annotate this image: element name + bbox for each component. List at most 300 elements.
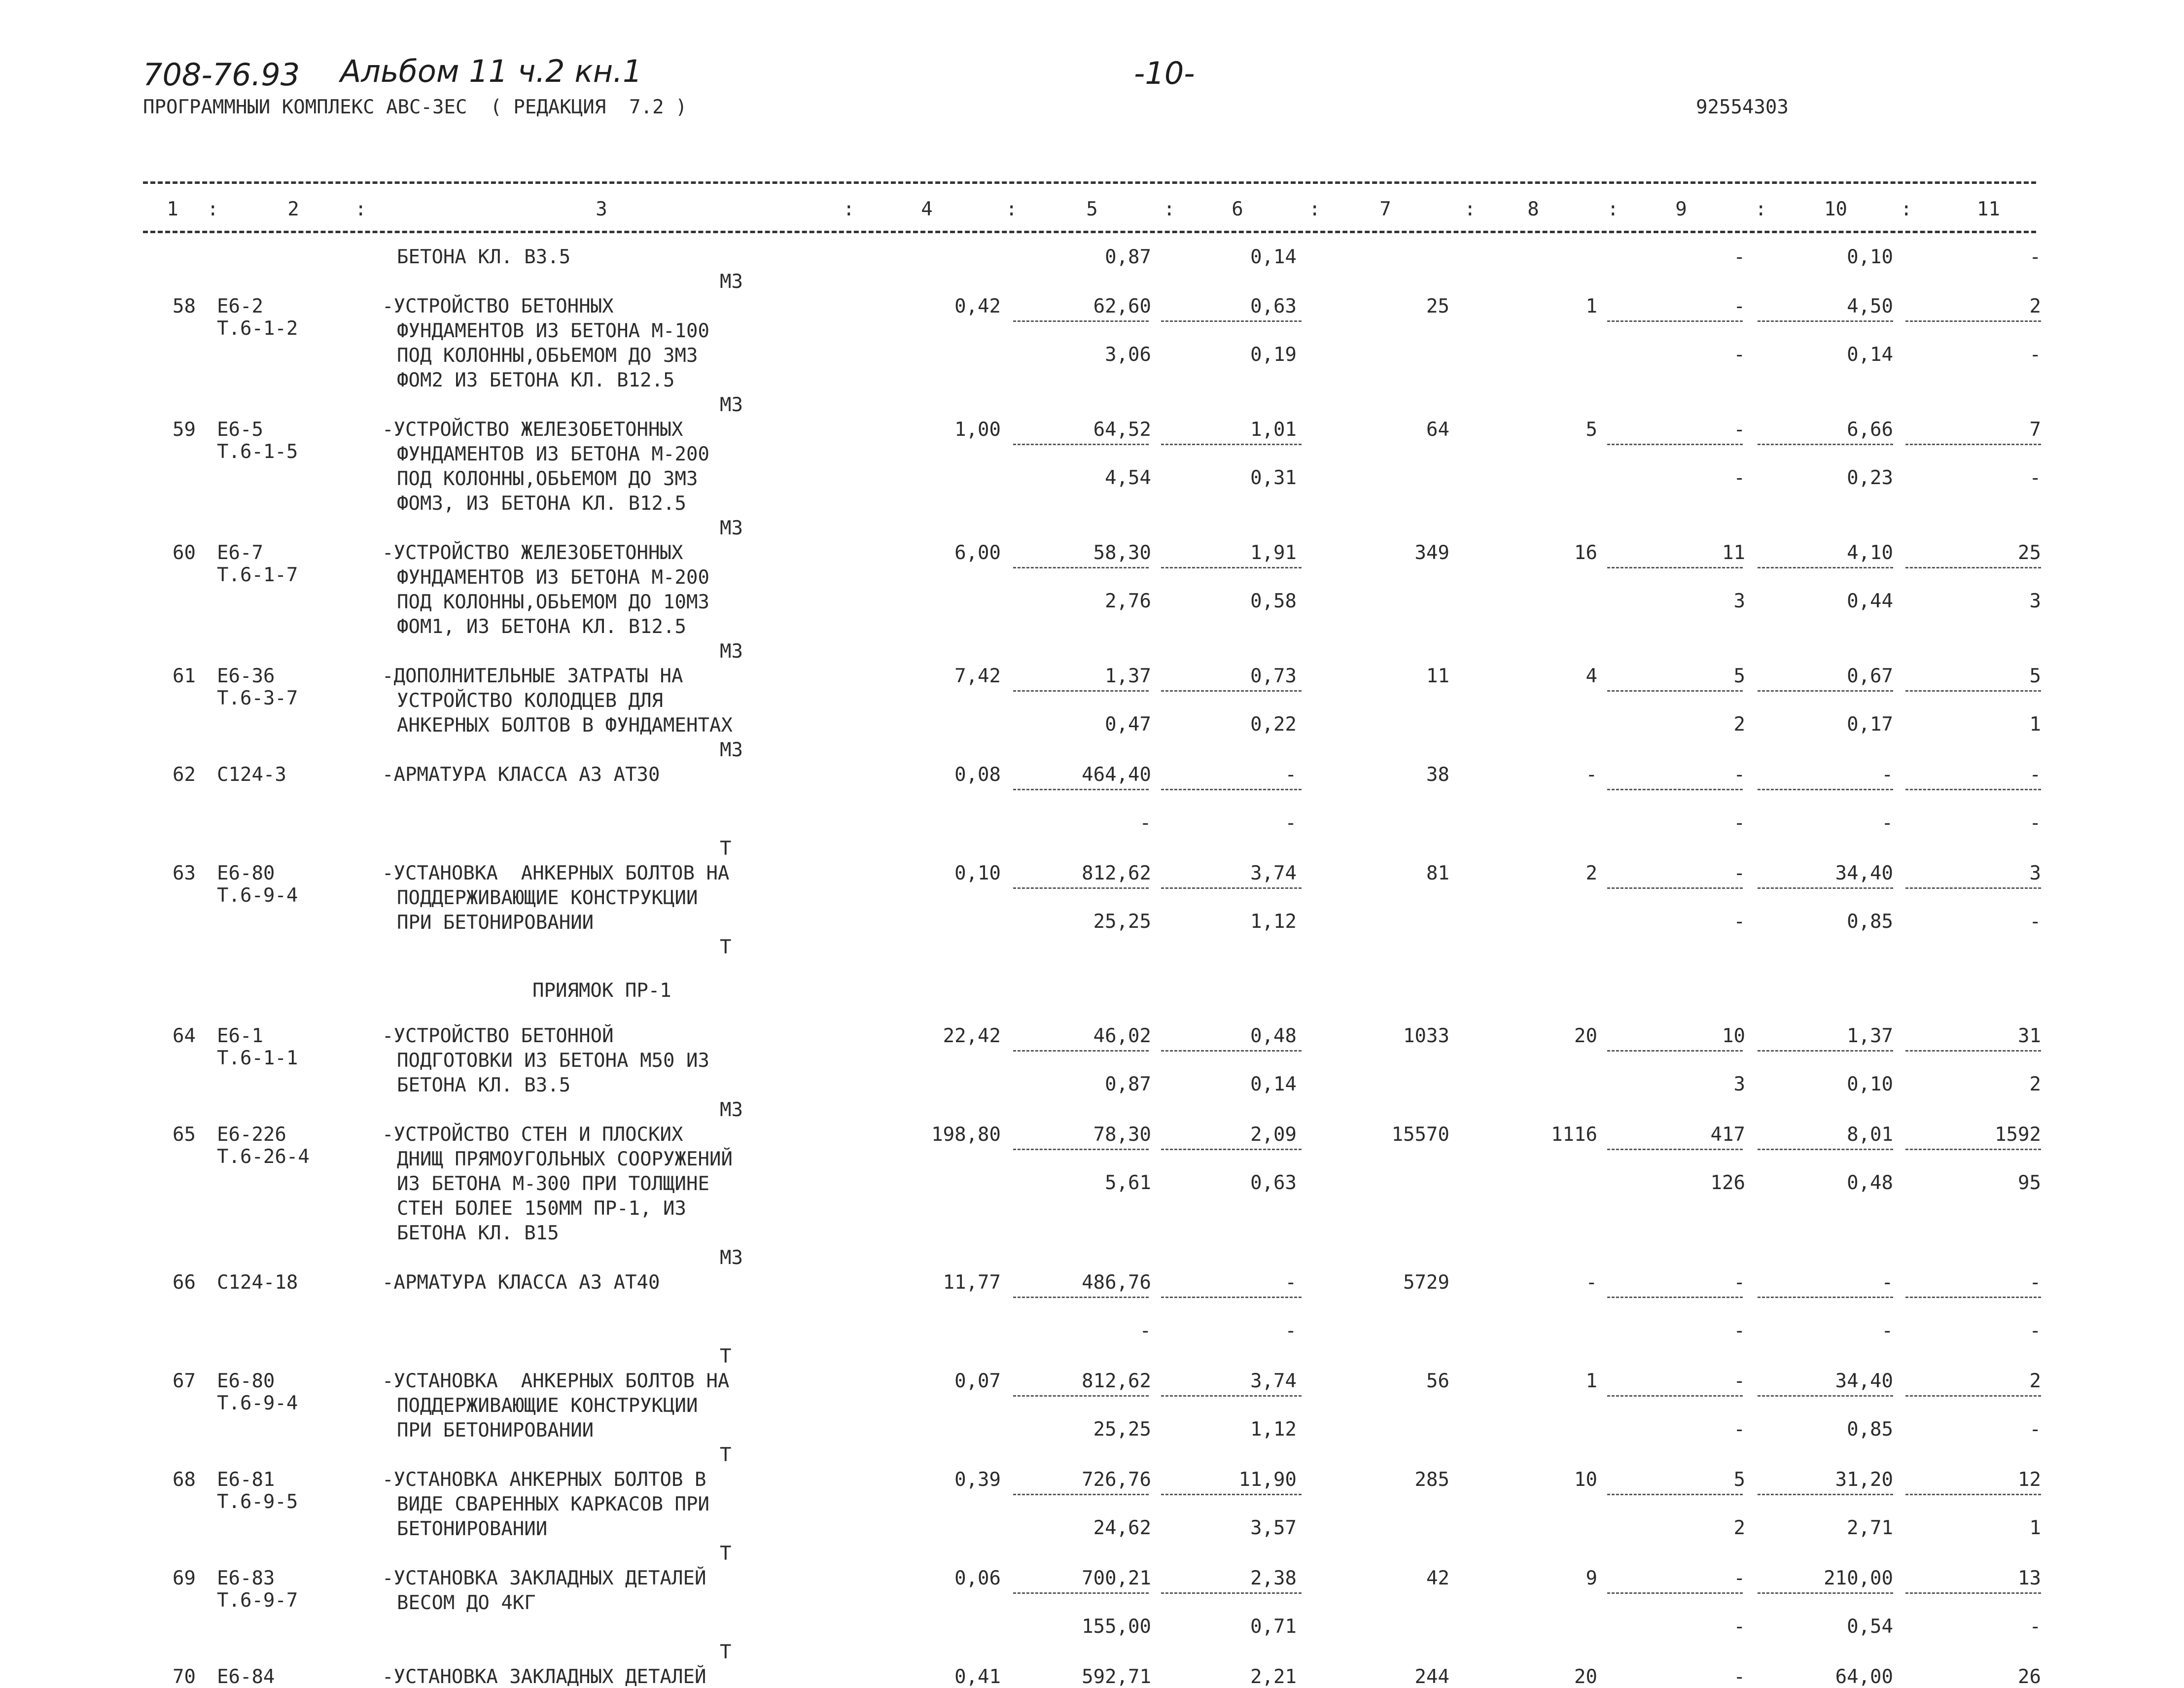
row-desc-line: ПРИ БЕТОНИРОВАНИИ bbox=[397, 1419, 594, 1442]
value-c9: - bbox=[1733, 1370, 1745, 1392]
value-c5b: 3,06 bbox=[1105, 344, 1151, 366]
row-unit: М3 bbox=[720, 739, 743, 761]
column-header-6: 6 bbox=[1232, 198, 1243, 220]
value-qty: 0,41 bbox=[954, 1666, 1001, 1688]
fraction-rule bbox=[1607, 1494, 1743, 1495]
section-title: ПРИЯМОК ПР-1 bbox=[532, 980, 671, 1002]
row-unit: М3 bbox=[720, 271, 743, 293]
fraction-rule bbox=[1161, 690, 1302, 692]
column-header-9: 9 bbox=[1675, 198, 1687, 220]
value-qty: 0,42 bbox=[954, 295, 1001, 317]
value-c5b: - bbox=[1139, 812, 1151, 834]
value-c7: 11 bbox=[1426, 665, 1449, 687]
fraction-rule bbox=[1013, 1395, 1149, 1397]
column-separator: : bbox=[1006, 198, 1018, 220]
row-desc-line: -АРМАТУРА КЛАССА А3 АТ40 bbox=[382, 1271, 660, 1294]
fraction-rule bbox=[1758, 1297, 1893, 1298]
value-c10: - bbox=[1881, 764, 1893, 786]
value-c10: 64,00 bbox=[1835, 1666, 1893, 1688]
program-line: ПРОГРАММНЫИ КОМПЛЕКС АВС-3ЕС ( РЕДАКЦИЯ 7.2 ) bbox=[143, 96, 687, 118]
value-c7: 5729 bbox=[1403, 1271, 1449, 1294]
row-reference: Т.6-26-4 bbox=[217, 1146, 310, 1168]
value-c6b: - bbox=[1285, 812, 1297, 834]
row-desc-line: -УСТАНОВКА ЗАКЛАДНЫХ ДЕТАЛЕЙ bbox=[382, 1666, 706, 1688]
fraction-rule bbox=[1161, 1050, 1302, 1052]
row-number: 69 bbox=[173, 1567, 196, 1589]
row-reference: Т.6-3-7 bbox=[217, 687, 298, 709]
value-c9: - bbox=[1733, 295, 1745, 317]
column-separator: : bbox=[1755, 198, 1767, 220]
value-c6: 3,74 bbox=[1250, 1370, 1297, 1392]
value-c9: - bbox=[1733, 1666, 1745, 1688]
fraction-rule bbox=[1607, 887, 1743, 889]
fraction-rule bbox=[1161, 887, 1302, 889]
value-qty: 0,10 bbox=[954, 862, 1001, 884]
fraction-rule bbox=[1161, 1149, 1302, 1150]
value-c10b: 0,23 bbox=[1847, 467, 1893, 489]
fraction-rule bbox=[1013, 1297, 1149, 1298]
value-c6b: 0,22 bbox=[1250, 713, 1297, 736]
column-separator: : bbox=[207, 198, 219, 220]
value-c11: 7 bbox=[2029, 419, 2041, 441]
table-top-rule bbox=[143, 181, 2036, 184]
value-c11b: 2 bbox=[2029, 1073, 2041, 1095]
value-c11b: - bbox=[2029, 812, 2041, 834]
fraction-rule bbox=[1758, 1592, 1893, 1594]
value-c9b: - bbox=[1733, 911, 1745, 933]
row-code: Е6-226 bbox=[217, 1124, 286, 1146]
value-c11: 2 bbox=[2029, 295, 2041, 317]
column-header-1: 1 bbox=[167, 198, 178, 220]
value-c9b: - bbox=[1733, 1616, 1745, 1638]
fraction-rule bbox=[1905, 1494, 2041, 1495]
value-c9b: 3 bbox=[1733, 590, 1745, 612]
value-c9b: - bbox=[1733, 812, 1745, 834]
value-c10b: 2,71 bbox=[1847, 1517, 1893, 1539]
value-c9: 417 bbox=[1710, 1124, 1745, 1146]
row-reference: Т.6-1-1 bbox=[217, 1047, 298, 1069]
row-desc-line: ПРИ БЕТОНИРОВАНИИ bbox=[397, 912, 594, 934]
value-c9: - bbox=[1733, 1567, 1745, 1589]
row-code: Е6-80 bbox=[217, 1370, 275, 1392]
row-desc-line: -УСТРОЙСТВО БЕТОННЫХ bbox=[382, 295, 614, 317]
value-c5b: 0,87 bbox=[1105, 246, 1151, 268]
column-separator: : bbox=[1309, 198, 1321, 220]
fraction-rule bbox=[1013, 320, 1149, 322]
value-c5: 58,30 bbox=[1093, 542, 1151, 564]
value-qty: 0,08 bbox=[954, 764, 1001, 786]
value-qty: 6,00 bbox=[954, 542, 1001, 564]
value-c6: 2,38 bbox=[1250, 1567, 1297, 1589]
row-desc-line: ПОД КОЛОННЫ,ОБЬЕМОМ ДО 3М3 bbox=[397, 345, 698, 367]
value-c10: 1,37 bbox=[1847, 1025, 1893, 1047]
value-c6b: 0,19 bbox=[1250, 344, 1297, 366]
fraction-rule bbox=[1905, 567, 2041, 568]
value-qty: 1,00 bbox=[954, 419, 1001, 441]
row-code: С124-3 bbox=[217, 764, 286, 786]
row-number: 70 bbox=[173, 1666, 196, 1688]
value-c11b: - bbox=[2029, 467, 2041, 489]
fraction-rule bbox=[1161, 1297, 1302, 1298]
value-c11b: 3 bbox=[2029, 590, 2041, 612]
value-c7: 285 bbox=[1414, 1469, 1449, 1491]
row-desc-line: ПОД КОЛОННЫ,ОБЬЕМОМ ДО 3М3 bbox=[397, 468, 698, 490]
value-qty: 22,42 bbox=[943, 1025, 1001, 1047]
value-c6: 1,91 bbox=[1250, 542, 1297, 564]
value-c9b: 3 bbox=[1733, 1073, 1745, 1095]
column-header-2: 2 bbox=[287, 198, 299, 220]
value-c10: 8,01 bbox=[1847, 1124, 1893, 1146]
row-unit: Т bbox=[720, 936, 732, 958]
fraction-rule bbox=[1758, 789, 1893, 790]
row-unit: М3 bbox=[720, 394, 743, 416]
value-c9b: 126 bbox=[1710, 1172, 1745, 1194]
value-c5: 1,37 bbox=[1105, 665, 1151, 687]
value-c11: 31 bbox=[2018, 1025, 2041, 1047]
value-c9: 5 bbox=[1733, 1469, 1745, 1491]
fraction-rule bbox=[1758, 320, 1893, 322]
handwritten-code: 708-76.93 bbox=[143, 57, 300, 93]
value-c10: 34,40 bbox=[1835, 1370, 1893, 1392]
value-qty: 11,77 bbox=[943, 1271, 1001, 1294]
value-c5b: 24,62 bbox=[1093, 1517, 1151, 1539]
value-c11: 3 bbox=[2029, 862, 2041, 884]
fraction-rule bbox=[1013, 1494, 1149, 1495]
row-desc-line: БЕТОНА КЛ. В3.5 bbox=[397, 1074, 571, 1096]
value-c8: 1 bbox=[1585, 1370, 1597, 1392]
fraction-rule bbox=[1905, 1149, 2041, 1150]
fraction-rule bbox=[1013, 444, 1149, 445]
fraction-rule bbox=[1758, 690, 1893, 692]
value-c9: - bbox=[1733, 1271, 1745, 1294]
row-desc-line: -АРМАТУРА КЛАССА А3 АТ30 bbox=[382, 764, 660, 786]
column-header-4: 4 bbox=[921, 198, 933, 220]
row-desc-line: БЕТОНА КЛ. В3.5 bbox=[397, 246, 571, 268]
row-unit: Т bbox=[720, 1444, 732, 1466]
row-desc-line: -УСТАНОВКА АНКЕРНЫХ БОЛТОВ НА bbox=[382, 862, 730, 884]
value-c10: 0,67 bbox=[1847, 665, 1893, 687]
fraction-rule bbox=[1013, 789, 1149, 790]
value-c10: 210,00 bbox=[1824, 1567, 1893, 1589]
value-c5: 486,76 bbox=[1082, 1271, 1151, 1294]
value-c6: 0,48 bbox=[1250, 1025, 1297, 1047]
value-c7: 349 bbox=[1414, 542, 1449, 564]
value-c9: 10 bbox=[1722, 1025, 1745, 1047]
value-c6b: 0,71 bbox=[1250, 1616, 1297, 1638]
fraction-rule bbox=[1607, 1297, 1743, 1298]
column-header-bottom-rule bbox=[143, 231, 2036, 233]
row-desc-line: -УСТАНОВКА АНКЕРНЫХ БОЛТОВ В bbox=[382, 1469, 706, 1491]
value-c9: - bbox=[1733, 764, 1745, 786]
value-c9b: - bbox=[1733, 246, 1745, 268]
column-header-7: 7 bbox=[1379, 198, 1391, 220]
fraction-rule bbox=[1905, 789, 2041, 790]
value-c10: 34,40 bbox=[1835, 862, 1893, 884]
row-desc-line: ФУНДАМЕНТОВ ИЗ БЕТОНА М-200 bbox=[397, 566, 709, 589]
fraction-rule bbox=[1905, 690, 2041, 692]
value-c6: 2,21 bbox=[1250, 1666, 1297, 1688]
value-c9b: - bbox=[1733, 344, 1745, 366]
value-c11b: - bbox=[2029, 1616, 2041, 1638]
value-c5b: 4,54 bbox=[1105, 467, 1151, 489]
row-unit: М3 bbox=[720, 1099, 743, 1121]
fraction-rule bbox=[1161, 567, 1302, 568]
value-c11b: 1 bbox=[2029, 713, 2041, 736]
value-c5: 812,62 bbox=[1082, 862, 1151, 884]
row-unit: М3 bbox=[720, 640, 743, 663]
value-c11b: - bbox=[2029, 246, 2041, 268]
column-separator: : bbox=[1163, 198, 1175, 220]
value-c6b: 0,31 bbox=[1250, 467, 1297, 489]
value-c6: 0,63 bbox=[1250, 295, 1297, 317]
value-c7: 38 bbox=[1426, 764, 1449, 786]
column-header-8: 8 bbox=[1527, 198, 1539, 220]
fraction-rule bbox=[1013, 567, 1149, 568]
column-header-11: 11 bbox=[1977, 198, 2000, 220]
value-c11b: - bbox=[2029, 1418, 2041, 1441]
fraction-rule bbox=[1758, 444, 1893, 445]
value-c7: 25 bbox=[1426, 295, 1449, 317]
row-desc-line: -УСТАНОВКА АНКЕРНЫХ БОЛТОВ НА bbox=[382, 1370, 730, 1392]
value-c5: 812,62 bbox=[1082, 1370, 1151, 1392]
value-c10b: 0,10 bbox=[1847, 1073, 1893, 1095]
row-number: 62 bbox=[173, 764, 196, 786]
row-desc-line: ФОМ1, ИЗ БЕТОНА КЛ. В12.5 bbox=[397, 616, 686, 638]
value-c11b: - bbox=[2029, 911, 2041, 933]
value-c6b: 1,12 bbox=[1250, 1418, 1297, 1441]
value-c8: - bbox=[1585, 764, 1597, 786]
value-c9b: - bbox=[1733, 1320, 1745, 1342]
value-c5: 64,52 bbox=[1093, 419, 1151, 441]
value-c10b: 0,14 bbox=[1847, 344, 1893, 366]
value-qty: 0,06 bbox=[954, 1567, 1001, 1589]
value-c9b: - bbox=[1733, 1418, 1745, 1441]
value-c10: 4,10 bbox=[1847, 542, 1893, 564]
fraction-rule bbox=[1607, 1050, 1743, 1052]
row-code: Е6-1 bbox=[217, 1025, 263, 1047]
row-code: Е6-81 bbox=[217, 1469, 275, 1491]
row-reference: Т.6-1-5 bbox=[217, 441, 298, 463]
value-c11: 13 bbox=[2018, 1567, 2041, 1589]
row-desc-line: -ДОПОЛНИТЕЛЬНЫЕ ЗАТРАТЫ НА bbox=[382, 665, 683, 687]
value-c10b: - bbox=[1881, 1320, 1893, 1342]
value-c10b: 0,48 bbox=[1847, 1172, 1893, 1194]
value-c5b: 5,61 bbox=[1105, 1172, 1151, 1194]
value-c8: 20 bbox=[1574, 1666, 1597, 1688]
value-c7: 15570 bbox=[1391, 1124, 1449, 1146]
value-c6b: 0,58 bbox=[1250, 590, 1297, 612]
value-c9: - bbox=[1733, 862, 1745, 884]
row-unit: Т bbox=[720, 1641, 732, 1663]
value-c6b: 3,57 bbox=[1250, 1517, 1297, 1539]
value-c6: 1,01 bbox=[1250, 419, 1297, 441]
value-c8: 20 bbox=[1574, 1025, 1597, 1047]
value-c6: - bbox=[1285, 1271, 1297, 1294]
fraction-rule bbox=[1013, 1149, 1149, 1150]
value-c11: 5 bbox=[2029, 665, 2041, 687]
row-number: 59 bbox=[173, 419, 196, 441]
row-desc-line: -УСТРОЙСТВО ЖЕЛЕЗОБЕТОННЫХ bbox=[382, 542, 683, 564]
value-c5b: 25,25 bbox=[1093, 911, 1151, 933]
value-c9: 11 bbox=[1722, 542, 1745, 564]
value-c10b: 0,85 bbox=[1847, 911, 1893, 933]
row-reference: Т.6-1-7 bbox=[217, 564, 298, 586]
row-desc-line: БЕТОНИРОВАНИИ bbox=[397, 1518, 548, 1540]
column-header-5: 5 bbox=[1086, 198, 1098, 220]
row-desc-line: -УСТРОЙСТВО БЕТОННОЙ bbox=[382, 1025, 614, 1047]
value-c5b: - bbox=[1139, 1320, 1151, 1342]
fraction-rule bbox=[1607, 1149, 1743, 1150]
value-c5b: 0,87 bbox=[1105, 1073, 1151, 1095]
row-reference: Т.6-9-7 bbox=[217, 1589, 298, 1612]
value-c8: - bbox=[1585, 1271, 1597, 1294]
value-c10b: 0,44 bbox=[1847, 590, 1893, 612]
row-desc-line: -УСТРОЙСТВО ЖЕЛЕЗОБЕТОННЫХ bbox=[382, 419, 683, 441]
fraction-rule bbox=[1013, 690, 1149, 692]
value-c5: 700,21 bbox=[1082, 1567, 1151, 1589]
row-desc-line: ФУНДАМЕНТОВ ИЗ БЕТОНА М-100 bbox=[397, 320, 709, 342]
value-c7: 42 bbox=[1426, 1567, 1449, 1589]
value-c7: 1033 bbox=[1403, 1025, 1449, 1047]
value-c10: 31,20 bbox=[1835, 1469, 1893, 1491]
value-c6: 3,74 bbox=[1250, 862, 1297, 884]
row-desc-line: ВИДЕ СВАРЕННЫХ КАРКАСОВ ПРИ bbox=[397, 1493, 709, 1515]
row-unit: М3 bbox=[720, 1247, 743, 1269]
column-header-3: 3 bbox=[596, 198, 607, 220]
fraction-rule bbox=[1905, 1297, 2041, 1298]
value-c10: - bbox=[1881, 1271, 1893, 1294]
value-c11b: - bbox=[2029, 344, 2041, 366]
fraction-rule bbox=[1905, 1050, 2041, 1052]
fraction-rule bbox=[1905, 320, 2041, 322]
value-c6: 2,09 bbox=[1250, 1124, 1297, 1146]
value-c11: - bbox=[2029, 1271, 2041, 1294]
value-c5: 464,40 bbox=[1082, 764, 1151, 786]
value-c10b: - bbox=[1881, 812, 1893, 834]
value-c11b: 1 bbox=[2029, 1517, 2041, 1539]
value-c9b: - bbox=[1733, 467, 1745, 489]
row-reference: Т.6-9-5 bbox=[217, 1491, 298, 1513]
value-c5b: 2,76 bbox=[1105, 590, 1151, 612]
fraction-rule bbox=[1161, 444, 1302, 445]
row-desc-line: ПОД КОЛОННЫ,ОБЬЕМОМ ДО 10М3 bbox=[397, 591, 709, 613]
row-code: Е6-2 bbox=[217, 295, 263, 317]
value-c11b: - bbox=[2029, 1320, 2041, 1342]
value-c5: 46,02 bbox=[1093, 1025, 1151, 1047]
fraction-rule bbox=[1607, 690, 1743, 692]
value-c7: 81 bbox=[1426, 862, 1449, 884]
row-code: Е6-36 bbox=[217, 665, 275, 687]
row-code: Е6-5 bbox=[217, 419, 263, 441]
fraction-rule bbox=[1758, 1050, 1893, 1052]
row-unit: Т bbox=[720, 1345, 732, 1368]
fraction-rule bbox=[1013, 1592, 1149, 1594]
value-c7: 64 bbox=[1426, 419, 1449, 441]
value-c8: 1116 bbox=[1551, 1124, 1597, 1146]
fraction-rule bbox=[1607, 444, 1743, 445]
fraction-rule bbox=[1607, 320, 1743, 322]
value-c5: 592,71 bbox=[1082, 1666, 1151, 1688]
column-header-10: 10 bbox=[1824, 198, 1847, 220]
value-c7: 56 bbox=[1426, 1370, 1449, 1392]
fraction-rule bbox=[1905, 444, 2041, 445]
value-c5: 726,76 bbox=[1082, 1469, 1151, 1491]
value-c8: 9 bbox=[1585, 1567, 1597, 1589]
column-separator: : bbox=[355, 198, 367, 220]
fraction-rule bbox=[1013, 1050, 1149, 1052]
row-number: 66 bbox=[173, 1271, 196, 1294]
value-c10b: 0,85 bbox=[1847, 1418, 1893, 1441]
row-desc-line: АНКЕРНЫХ БОЛТОВ В ФУНДАМЕНТАХ bbox=[397, 714, 733, 737]
value-c5b: 25,25 bbox=[1093, 1418, 1151, 1441]
value-c10: 4,50 bbox=[1847, 295, 1893, 317]
fraction-rule bbox=[1758, 1494, 1893, 1495]
value-c9: 5 bbox=[1733, 665, 1745, 687]
fraction-rule bbox=[1161, 1494, 1302, 1495]
handwritten-album: Альбом 11 ч.2 кн.1 bbox=[340, 53, 642, 89]
row-desc-line: ПОДГОТОВКИ ИЗ БЕТОНА М50 ИЗ bbox=[397, 1050, 709, 1072]
fraction-rule bbox=[1758, 1149, 1893, 1150]
row-desc-line: УСТРОЙСТВО КОЛОДЦЕВ ДЛЯ bbox=[397, 690, 664, 712]
fraction-rule bbox=[1607, 1592, 1743, 1594]
page-number: -10- bbox=[1134, 55, 1195, 91]
row-desc-line: ИЗ БЕТОНА М-300 ПРИ ТОЛЩИНЕ bbox=[397, 1173, 709, 1195]
value-c8: 16 bbox=[1574, 542, 1597, 564]
row-code: Е6-84 bbox=[217, 1666, 275, 1688]
row-reference: Т.6-9-4 bbox=[217, 1392, 298, 1414]
row-number: 64 bbox=[173, 1025, 196, 1047]
value-c11b: 95 bbox=[2018, 1172, 2041, 1194]
row-reference: Т.6-9-4 bbox=[217, 884, 298, 907]
row-desc-line: ПОДДЕРЖИВАЮЩИЕ КОНСТРУКЦИИ bbox=[397, 1395, 698, 1417]
fraction-rule bbox=[1905, 1592, 2041, 1594]
row-code: Е6-80 bbox=[217, 862, 275, 884]
value-c11: 12 bbox=[2018, 1469, 2041, 1491]
value-c6: - bbox=[1285, 764, 1297, 786]
row-desc-line: ФОМ2 ИЗ БЕТОНА КЛ. В12.5 bbox=[397, 369, 675, 391]
value-c5: 62,60 bbox=[1093, 295, 1151, 317]
value-c8: 5 bbox=[1585, 419, 1597, 441]
value-c10: 6,66 bbox=[1847, 419, 1893, 441]
column-separator: : bbox=[1901, 198, 1912, 220]
value-c6b: 0,14 bbox=[1250, 1073, 1297, 1095]
value-c8: 4 bbox=[1585, 665, 1597, 687]
fraction-rule bbox=[1758, 567, 1893, 568]
value-c10b: 0,54 bbox=[1847, 1616, 1893, 1638]
row-desc-line: ПОДДЕРЖИВАЮЩИЕ КОНСТРУКЦИИ bbox=[397, 887, 698, 909]
value-c11: 2 bbox=[2029, 1370, 2041, 1392]
column-separator: : bbox=[1607, 198, 1619, 220]
doc-id: 92554303 bbox=[1696, 96, 1789, 118]
fraction-rule bbox=[1161, 789, 1302, 790]
row-desc-line: ДНИЩ ПРЯМОУГОЛЬНЫХ СООРУЖЕНИЙ bbox=[397, 1148, 733, 1170]
value-c9b: 2 bbox=[1733, 1517, 1745, 1539]
value-qty: 7,42 bbox=[954, 665, 1001, 687]
fraction-rule bbox=[1758, 887, 1893, 889]
value-c6b: 1,12 bbox=[1250, 911, 1297, 933]
row-number: 58 bbox=[173, 295, 196, 317]
row-desc-line: ФОМ3, ИЗ БЕТОНА КЛ. В12.5 bbox=[397, 492, 686, 515]
value-c11: - bbox=[2029, 764, 2041, 786]
value-c9: - bbox=[1733, 419, 1745, 441]
value-c10b: 0,10 bbox=[1847, 246, 1893, 268]
value-c7: 244 bbox=[1414, 1666, 1449, 1688]
value-c6b: 0,14 bbox=[1250, 246, 1297, 268]
value-c6: 0,73 bbox=[1250, 665, 1297, 687]
fraction-rule bbox=[1607, 1395, 1743, 1397]
row-code: С124-18 bbox=[217, 1271, 298, 1294]
row-code: Е6-83 bbox=[217, 1567, 275, 1589]
